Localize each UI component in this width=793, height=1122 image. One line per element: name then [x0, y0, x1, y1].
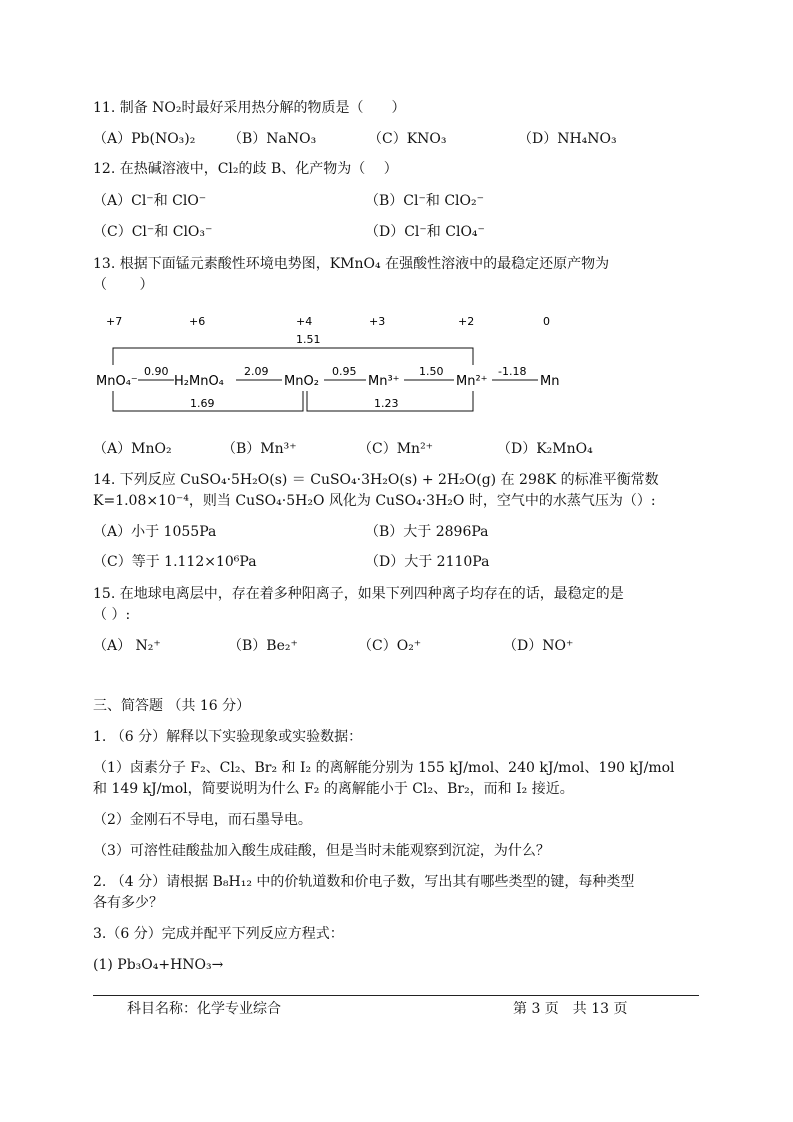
- step-potential-5: -1.18: [498, 365, 527, 378]
- span-bottom-left-potential: 1.69: [190, 397, 215, 410]
- q11-option-c: （C）KNO₃: [368, 131, 447, 147]
- species-mn3: Mn³⁺: [368, 374, 400, 389]
- footer-divider: [93, 995, 699, 996]
- q13-stem-line2: （ ）: [93, 277, 154, 293]
- q15-option-b: （B）Be₂⁺: [228, 638, 298, 654]
- ox-state-6: +6: [189, 315, 206, 328]
- s3-q1-1-line1: （1）卤素分子 F₂、Cl₂、Br₂ 和 I₂ 的离解能分别为 155 kJ/mol、240 kJ/mol、190 kJ/mol: [93, 760, 675, 776]
- step-potential-1: 0.90: [144, 365, 169, 378]
- q15-stem-line1: 15. 在地球电离层中，存在着多种阳离子，如果下列四种离子均存在的话，最稳定的是: [93, 586, 624, 602]
- q13-option-a: （A）MnO₂: [93, 441, 172, 457]
- q13-option-d: （D）K₂MnO₄: [497, 441, 593, 457]
- q11-stem: 11. 制备 NO₂时最好采用热分解的物质是（ ）: [93, 100, 406, 116]
- s3-q3-1: (1) Pb₃O₄+HNO₃→: [93, 957, 224, 973]
- q14-option-a: （A）小于 1055Pa: [93, 524, 217, 540]
- q11-option-b: （B）NaNO₃: [228, 131, 317, 147]
- ox-state-7: +7: [106, 315, 123, 328]
- species-mno4: MnO₄⁻: [96, 374, 138, 389]
- step-potential-4: 1.50: [419, 365, 444, 378]
- ox-state-0: 0: [543, 315, 550, 328]
- ox-state-2: +2: [458, 315, 475, 328]
- q15-option-c: （C）O₂⁺: [358, 638, 422, 654]
- span-bottom-right-potential: 1.23: [374, 397, 399, 410]
- footer-page-number: 第 3 页 共 13 页: [513, 1001, 628, 1017]
- q14-stem-line1: 14. 下列反应 CuSO₄·5H₂O(s) ＝ CuSO₄·3H₂O(s) + 2H₂O(g) 在 298K 的标准平衡常数: [93, 472, 659, 488]
- species-mn: Mn: [540, 374, 560, 389]
- s3-q2-line2: 各有多少？: [93, 895, 163, 911]
- species-h2mno4: H₂MnO₄: [174, 374, 224, 389]
- q12-option-d: （D）Cl⁻和 ClO₄⁻: [365, 224, 485, 240]
- q14-stem-line2: K=1.08×10⁻⁴，则当 CuSO₄·5H₂O 风化为 CuSO₄·3H₂O 时，空气中的水蒸气压为（）:: [93, 493, 656, 509]
- species-mno2: MnO₂: [284, 374, 319, 389]
- q11-option-d: （D）NH₄NO₃: [518, 131, 617, 147]
- ox-state-3: +3: [369, 315, 386, 328]
- q13-stem-line1: 13. 根据下面锰元素酸性环境电势图，KMnO₄ 在强酸性溶液中的最稳定还原产物为: [93, 256, 610, 272]
- s3-q2-line1: 2. （4 分）请根据 B₈H₁₂ 中的价轨道数和价电子数，写出其有哪些类型的键，每种类型: [93, 874, 635, 890]
- q15-option-d: （D）NO⁺: [503, 638, 574, 654]
- step-potential-2: 2.09: [244, 365, 269, 378]
- span-top-potential: 1.51: [296, 333, 321, 346]
- footer-subject: 科目名称：化学专业综合: [127, 1001, 281, 1017]
- step-potential-3: 0.95: [332, 365, 357, 378]
- section3-title: 三、简答题 （共 16 分）: [93, 698, 251, 714]
- q12-stem: 12. 在热碱溶液中，Cl₂的歧 B、化产物为（ ）: [93, 161, 398, 177]
- q11-option-a: （A）Pb(NO₃)₂: [93, 131, 196, 147]
- s3-q3: 3.（6 分）完成并配平下列反应方程式：: [93, 926, 344, 942]
- q12-option-a: （A）Cl⁻和 ClO⁻: [93, 193, 207, 209]
- s3-q1-1-line2: 和 149 kJ/mol，简要说明为什么 F₂ 的离解能小于 Cl₂、Br₂，而和 I₂ 接近。: [93, 781, 574, 797]
- span-top-bracket: [113, 348, 473, 365]
- q13-option-b: （B）Mn³⁺: [222, 441, 297, 457]
- q14-option-b: （B）大于 2896Pa: [365, 524, 489, 540]
- s3-q1-3: （3）可溶性硅酸盐加入酸生成硅酸，但是当时未能观察到沉淀，为什么？: [93, 843, 550, 859]
- q15-option-a: （A） N₂⁺: [93, 638, 161, 654]
- q12-option-c: （C）Cl⁻和 ClO₃⁻: [93, 224, 213, 240]
- s3-q1-2: （2）金刚石不导电，而石墨导电。: [93, 812, 312, 828]
- q13-option-c: （C）Mn²⁺: [358, 441, 434, 457]
- s3-q1: 1. （6 分）解释以下实验现象或实验数据：: [93, 729, 363, 745]
- q12-option-b: （B）Cl⁻和 ClO₂⁻: [365, 193, 484, 209]
- q14-option-c: （C）等于 1.112×10⁶Pa: [93, 554, 257, 570]
- q15-stem-line2: （ ）:: [93, 607, 131, 623]
- q14-option-d: （D）大于 2110Pa: [365, 554, 490, 570]
- species-mn2: Mn²⁺: [456, 374, 488, 389]
- ox-state-4: +4: [296, 315, 313, 328]
- mn-latimer-diagram: [92, 305, 592, 415]
